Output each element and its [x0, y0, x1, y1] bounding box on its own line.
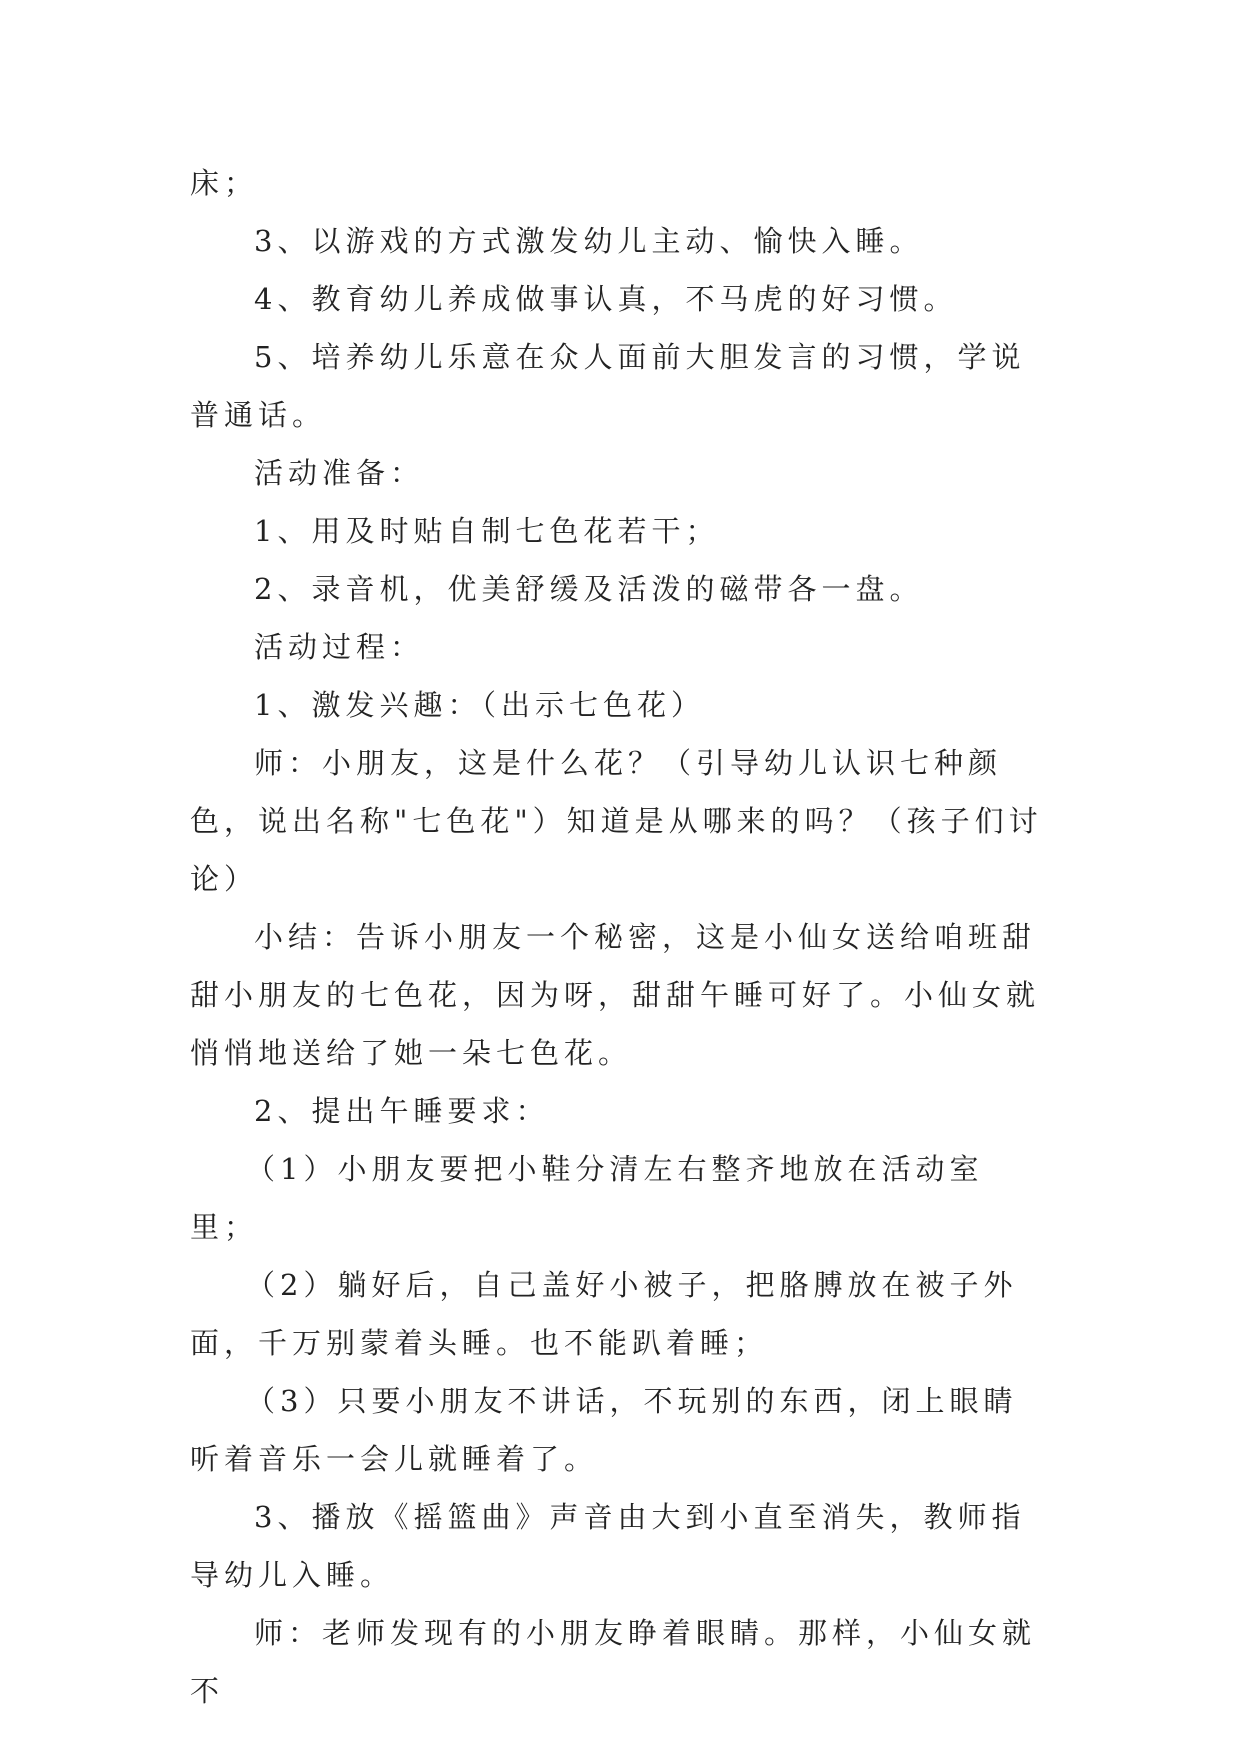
paragraph-step-1: 1、激发兴趣：（出示七色花）	[254, 688, 705, 722]
paragraph-goal-5: 5、培养幼儿乐意在众人面前大胆发言的习惯，学说普通话。	[190, 340, 1026, 432]
paragraph-step-2: 2、提出午睡要求：	[254, 1094, 550, 1128]
paragraph-requirement-1: （1）小朋友要把小鞋分清左右整齐地放在活动室里；	[190, 1152, 984, 1244]
paragraph-requirement-3: （3）只要小朋友不讲话，不玩别的东西，闭上眼睛听着音乐一会儿就睡着了。	[190, 1384, 1018, 1476]
heading-activity-preparation: 活动准备：	[254, 456, 425, 490]
document-body	[190, 154, 1050, 1720]
paragraph-goal-3: 3、以游戏的方式激发幼儿主动、愉快入睡。	[254, 224, 924, 258]
heading-activity-process: 活动过程：	[254, 630, 425, 664]
paragraph-prep-1: 1、用及时贴自制七色花若干；	[254, 514, 720, 548]
paragraph-teacher-question: 师：小朋友，这是什么花？（引导幼儿认识七种颜色，说出名称"七色花"）知道是从哪来的吗？（孩子们讨论）	[190, 746, 1043, 896]
paragraph-summary: 小结：告诉小朋友一个秘密，这是小仙女送给咱班甜甜小朋友的七色花，因为呀，甜甜午睡可好了。小仙女就悄悄地送给了她一朵七色花。	[190, 920, 1041, 1070]
paragraph-requirement-2: （2）躺好后，自己盖好小被子，把胳膊放在被子外面，千万别蒙着头睡。也不能趴着睡；	[190, 1268, 1018, 1360]
paragraph-bed-fragment: 床；	[190, 166, 259, 200]
paragraph-goal-4: 4、教育幼儿养成做事认真，不马虎的好习惯。	[254, 282, 958, 316]
paragraph-prep-2: 2、录音机，优美舒缓及活泼的磁带各一盘。	[254, 572, 924, 606]
paragraph-teacher-remark: 师：老师发现有的小朋友睁着眼睛。那样，小仙女就不	[190, 1616, 1037, 1708]
paragraph-step-3: 3、播放《摇篮曲》声音由大到小直至消失，教师指导幼儿入睡。	[190, 1500, 1026, 1592]
